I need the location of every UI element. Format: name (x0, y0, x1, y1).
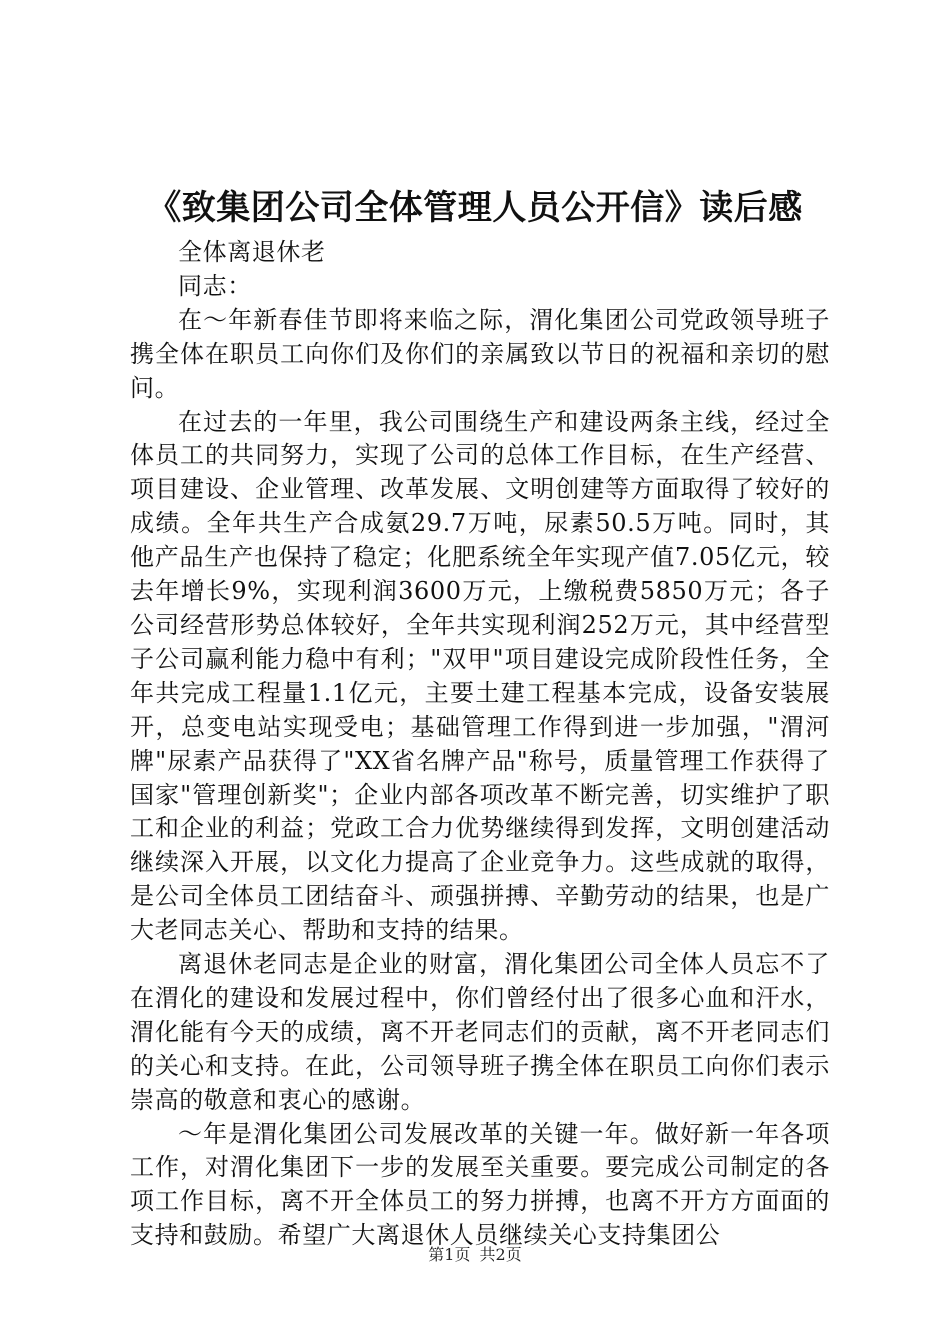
document-title: 《致集团公司全体管理人员公开信》读后感 (147, 188, 803, 228)
document-body (130, 236, 830, 1253)
body-paragraph: 在～年新春佳节即将来临之际，渭化集团公司党政领导班子携全体在职员工向你们及你们的亲属致以节日的祝福和亲切的慰问。 (130, 305, 830, 402)
body-paragraph: ～年是渭化集团公司发展改革的关键一年。做好新一年各项工作，对渭化集团下一步的发展至关重要。要完成公司制定的各项工作目标，离不开全体员工的努力拼搏，也离不开方方面面的支持和鼓励。希望广大离退休人员继续关心支持集团公 (130, 1119, 830, 1250)
page-footer (0, 1245, 950, 1265)
page-number: 第1页 (428, 1245, 471, 1264)
body-paragraph: 同志： (178, 271, 252, 300)
body-paragraph: 全体离退休老 (178, 238, 326, 266)
page-total: 共2页 (479, 1245, 522, 1264)
body-paragraph: 离退休老同志是企业的财富，渭化集团公司全体人员忘不了在渭化的建设和发展过程中，你们曾经付出了很多心血和汗水，渭化能有今天的成绩，离不开老同志们的贡献，离不开老同志们的关心和支持。在此，公司领导班子携全体在职员工向你们表示崇高的敬意和衷心的感谢。 (130, 950, 830, 1114)
body-paragraph: 在过去的一年里，我公司围绕生产和建设两条主线，经过全体员工的共同努力，实现了公司的总体工作目标，在生产经营、项目建设、企业管理、改革发展、文明创建等方面取得了较好的成绩。全年共生产合成氨29.7万吨，尿素50.5万吨。同时，其他产品生产也保持了稳定；化肥系统全年实现产值7.05亿元，较去年增长9%，实现利润3600万元，上缴税费5850万元；各子公司经营形势总体较好，全年共实现利润252万元，其中经营型子公司赢利能力稳中有利；"双甲"项目建设完成阶段性任务，全年共完成工程量1.1亿元，主要土建工程基本完成，设备安装展开，总变电站实现受电；基础管理工作得到进一步加强，"渭河牌"尿素产品获得了"XX省名牌产品"称号，质量管理工作获得了国家"管理创新奖"；企业内部各项改革不断完善，切实维护了职工和企业的利益；党政工合力优势继续得到发挥，文明创建活动继续深入开展，以文化力提高了企业竞争力。这些成就的取得，是公司全体员工团结奋斗、顽强拼搏、辛勤劳动的结果，也是广大老同志关心、帮助和支持的结果。 (130, 407, 830, 945)
